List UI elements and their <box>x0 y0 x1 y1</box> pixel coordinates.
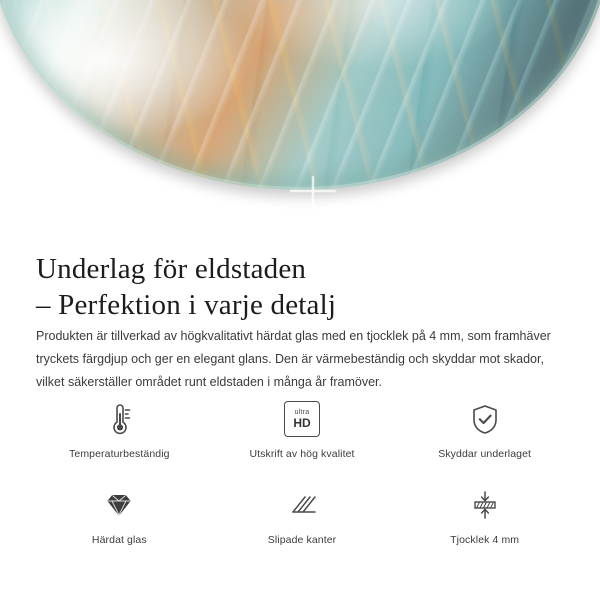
feature-label: Slipade kanter <box>267 534 337 546</box>
shield-check-icon <box>465 398 505 440</box>
marble-glass-plate <box>0 0 600 190</box>
feature-label: Härdat glas <box>91 534 147 546</box>
feature-label: Tjocklek 4 mm <box>450 534 520 546</box>
diamond-icon <box>99 484 139 526</box>
feature-label: Utskrift av hög kvalitet <box>249 448 355 460</box>
feature-grid <box>28 398 576 556</box>
feature-label: Temperaturbeständig <box>69 448 170 460</box>
feature-item-tempered-glass <box>28 484 211 556</box>
ultra-hd-ultra-text: ultra <box>294 409 310 416</box>
description-paragraph: Produkten är tillverkad av högkvalitativt härdat glas med en tjocklek på 4 mm, som framhäver tryckets färgdjup och ger en elegant glans. Den är värmebeständig och skyddar mot skador, vilket säkerställer området runt eldstaden i många år framöver. <box>36 328 551 389</box>
hero-image <box>0 0 600 210</box>
feature-item-protection <box>393 398 576 470</box>
feature-item-polished-edges <box>211 484 394 556</box>
feature-label: Skyddar underlaget <box>438 448 532 460</box>
page-title-line-2: – Perfektion i varje detalj <box>36 289 337 322</box>
polished-edges-icon <box>282 484 322 526</box>
feature-item-print-quality <box>211 398 394 470</box>
ultra-hd-hd-text: HD <box>293 416 311 430</box>
feature-item-temperature <box>28 398 211 470</box>
feature-item-thickness <box>393 484 576 556</box>
thickness-icon <box>465 484 505 526</box>
page-title-line-1: Underlag för eldstaden <box>36 253 307 286</box>
page-title <box>36 251 576 323</box>
thermometer-icon <box>99 398 139 440</box>
ultra-hd-icon <box>284 398 320 440</box>
